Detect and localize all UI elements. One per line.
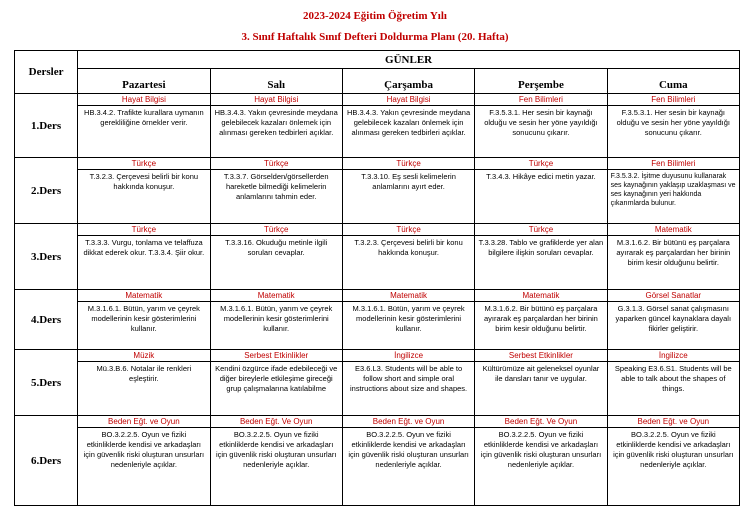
schedule-cell xyxy=(607,94,739,158)
table-row xyxy=(15,290,740,350)
schedule-cell xyxy=(475,290,607,350)
schedule-cell xyxy=(342,416,474,506)
subject-label: Serbest Etkinlikler xyxy=(211,350,342,362)
schedule-cell xyxy=(78,416,210,506)
subject-label: Beden Eğt. Ve Oyun xyxy=(211,416,342,428)
objective-text: M.3.1.6.1. Bütün, yarım ve çeyrek modellerinin kesir gösterimlerini kullanır. xyxy=(220,304,333,333)
objective-text: Kendini özgürce ifade edebileceği ve diğer bireylerle etkileşime gireceği grup çalışmalarına katılabilme xyxy=(215,364,338,393)
objective-text: M.3.1.6.2. Bir bütünü eş parçalara ayırarak eş parçalardan her birinin birim kesir olduğunu belirtir. xyxy=(484,304,598,333)
schedule-cell xyxy=(210,94,342,158)
lesson-label: 2.Ders xyxy=(15,158,78,224)
subject-label: Müzik xyxy=(78,350,209,362)
day-header-persembe: Perşembe xyxy=(475,69,607,94)
objective-text: BO.3.2.2.5. Oyun ve fiziki etkinliklerde kendisi ve arkadaşları için güvenlik riski oluşturan unsurları nedenleriyle açıklar. xyxy=(348,430,469,469)
schedule-cell xyxy=(475,224,607,290)
table-row xyxy=(15,416,740,506)
schedule-cell xyxy=(210,224,342,290)
objective-text: G.3.1.3. Görsel sanat çalışmasını yaparken güncel kaynaklara dayalı fikirler geliştirir. xyxy=(615,304,732,333)
schedule-cell xyxy=(78,350,210,416)
day-header-carsamba: Çarşamba xyxy=(342,69,474,94)
subject-label: Fen Bilimleri xyxy=(608,158,739,170)
objective-text: M.3.1.6.1. Bütün, yarım ve çeyrek modellerinin kesir gösterimlerini kullanır. xyxy=(352,304,465,333)
objective-text: T.3.2.3. Çerçevesi belirli bir konu hakkında konuşur. xyxy=(354,238,463,257)
day-header-pazartesi: Pazartesi xyxy=(78,69,210,94)
objective-text: T.3.3.28. Tablo ve grafiklerde yer alan bilgilere ilişkin soruları cevaplar. xyxy=(478,238,604,257)
subject-label: Görsel Sanatlar xyxy=(608,290,739,302)
lesson-label: 4.Ders xyxy=(15,290,78,350)
subject-label: Türkçe xyxy=(475,158,606,170)
schedule-cell xyxy=(342,350,474,416)
table-row xyxy=(15,158,740,224)
day-header-cuma: Cuma xyxy=(607,69,739,94)
page-subtitle: 3. Sınıf Haftalık Sınıf Defteri Doldurma Planı (20. Hafta) xyxy=(241,31,509,43)
objective-text: M.3.1.6.2. Bir bütünü eş parçalara ayırarak eş parçalardan her birinin birim kesir olduğunu belirtir. xyxy=(616,238,731,267)
schedule-cell xyxy=(210,290,342,350)
subject-label: Beden Eğt. Ve Oyun xyxy=(475,416,606,428)
objective-text: Kültürümüze ait geleneksel oyunlar ile dansları tanır ve uygular. xyxy=(482,364,600,383)
schedule-cell xyxy=(78,94,210,158)
corner-header: Dersler xyxy=(15,51,78,94)
subject-label: Türkçe xyxy=(78,224,209,236)
schedule-cell xyxy=(78,158,210,224)
schedule-table xyxy=(14,50,740,506)
schedule-cell xyxy=(607,350,739,416)
schedule-cell xyxy=(475,350,607,416)
objective-text: E3.6.L3. Students will be able to follow short and simple oral instructions about size and shapes. xyxy=(349,364,468,393)
lesson-label: 1.Ders xyxy=(15,94,78,158)
days-header-row xyxy=(15,69,740,94)
objective-text: T.3.3.16. Okuduğu metinle ilgili soruları cevaplar. xyxy=(225,238,328,257)
objective-text: F.3.5.3.2. İşitme duyusunu kullanarak ses kaynağının yaklaşıp uzaklaşması ve ses kaynağının yeri hakkında çıkarımlarda bulunur. xyxy=(610,173,736,207)
objective-text: F.3.5.3.1. Her sesin bir kaynağı olduğu ve sesin her yöne yayıldığı sonucunu çıkarır. xyxy=(616,108,730,137)
subject-label: Hayat Bilgisi xyxy=(78,94,209,106)
subject-label: Matematik xyxy=(475,290,606,302)
subject-label: Matematik xyxy=(343,290,474,302)
schedule-cell xyxy=(78,290,210,350)
schedule-rows xyxy=(15,94,740,506)
subject-label: Fen Bilimleri xyxy=(608,94,739,106)
objective-text: T.3.3.7. Görselden/görsellerden hareketle bilmediği kelimelerin anlamlarını tahmin eder. xyxy=(223,172,329,201)
schedule-cell xyxy=(475,158,607,224)
schedule-cell xyxy=(607,290,739,350)
schedule-cell xyxy=(607,416,739,506)
schedule-cell xyxy=(78,224,210,290)
objective-text: HB.3.4.2. Trafikte kurallara uymanın gerekliliğine örnekler verir. xyxy=(84,108,204,127)
table-row xyxy=(15,94,740,158)
table-row xyxy=(15,224,740,290)
objective-text: BO.3.2.2.5. Oyun ve fiziki etkinliklerde kendisi ve arkadaşları için güvenlik riski oluşturan unsurları nedenleriyle açıklar. xyxy=(215,430,337,469)
schedule-cell xyxy=(342,94,474,158)
lesson-label: 5.Ders xyxy=(15,350,78,416)
objective-text: HB.3.4.3. Yakın çevresinde meydana gelebilecek kazaları önlemek için alınması gereken tedbirleri açıklar. xyxy=(347,108,471,137)
objective-text: F.3.5.3.1. Her sesin bir kaynağı olduğu ve sesin her yöne yayıldığı sonucunu çıkarır. xyxy=(484,108,598,137)
objective-text: Speaking E3.6.S1. Students will be able to talk about the shapes of things. xyxy=(614,364,732,393)
schedule-cell xyxy=(607,224,739,290)
objective-text: HB.3.4.3. Yakın çevresinde meydana gelebilecek kazaları önlemek için alınması gereken tedbirleri açıklar. xyxy=(214,108,338,137)
schedule-cell xyxy=(342,224,474,290)
schedule-cell xyxy=(475,416,607,506)
subject-label: Türkçe xyxy=(343,224,474,236)
schedule-cell xyxy=(210,416,342,506)
days-group-header: GÜNLER xyxy=(78,51,740,69)
subject-label: Matematik xyxy=(78,290,209,302)
subject-label: Türkçe xyxy=(343,158,474,170)
subject-label: Türkçe xyxy=(475,224,606,236)
subject-label: Matematik xyxy=(211,290,342,302)
subject-label: Türkçe xyxy=(78,158,209,170)
subject-label: Beden Eğt. ve Oyun xyxy=(608,416,739,428)
schedule-cell xyxy=(607,158,739,224)
subject-label: Matematik xyxy=(608,224,739,236)
schedule-cell xyxy=(210,350,342,416)
day-header-sali: Salı xyxy=(210,69,342,94)
subject-label: Beden Eğt. ve Oyun xyxy=(343,416,474,428)
objective-text: T.3.4.3. Hikâye edici metin yazar. xyxy=(486,172,596,181)
subject-label: Beden Eğt. ve Oyun xyxy=(78,416,209,428)
lesson-label: 3.Ders xyxy=(15,224,78,290)
schedule-cell xyxy=(342,290,474,350)
schedule-cell xyxy=(342,158,474,224)
objective-text: T.3.3.3. Vurgu, tonlama ve telaffuza dikkat ederek okur. T.3.3.4. Şiir okur. xyxy=(83,238,205,257)
subject-label: İngilizce xyxy=(343,350,474,362)
lesson-label: 6.Ders xyxy=(15,416,78,506)
subject-label: İngilizce xyxy=(608,350,739,362)
subject-label: Fen Bilimleri xyxy=(475,94,606,106)
page-title: 2023-2024 Eğitim Öğretim Yılı xyxy=(303,10,447,22)
subject-label: Hayat Bilgisi xyxy=(343,94,474,106)
objective-text: Mü.3.B.6. Notalar ile renkleri eşleştirir. xyxy=(96,364,192,383)
table-row xyxy=(15,350,740,416)
schedule-cell xyxy=(210,158,342,224)
subject-label: Türkçe xyxy=(211,158,342,170)
subject-label: Hayat Bilgisi xyxy=(211,94,342,106)
objective-text: T.3.3.10. Eş sesli kelimelerin anlamlarını ayırt eder. xyxy=(361,172,456,191)
schedule-cell xyxy=(475,94,607,158)
subject-label: Türkçe xyxy=(211,224,342,236)
objective-text: BO.3.2.2.5. Oyun ve fiziki etkinliklerde kendisi ve arkadaşları için güvenlik riski oluşturan unsurları nedenleriyle açıklar. xyxy=(480,430,602,469)
subject-label: Serbest Etkinlikler xyxy=(475,350,606,362)
objective-text: M.3.1.6.1. Bütün, yarım ve çeyrek modellerinin kesir gösterimlerini kullanır. xyxy=(87,304,200,333)
objective-text: BO.3.2.2.5. Oyun ve fiziki etkinliklerde kendisi ve arkadaşları için güvenlik riski oluşturan unsurları nedenleriyle açıklar. xyxy=(613,430,734,469)
objective-text: T.3.2.3. Çerçevesi belirli bir konu hakkında konuşur. xyxy=(89,172,199,191)
objective-text: BO.3.2.2.5. Oyun ve fiziki etkinliklerde kendisi ve arkadaşları için güvenlik riski oluşturan unsurları nedenleriyle açıklar. xyxy=(83,430,205,469)
